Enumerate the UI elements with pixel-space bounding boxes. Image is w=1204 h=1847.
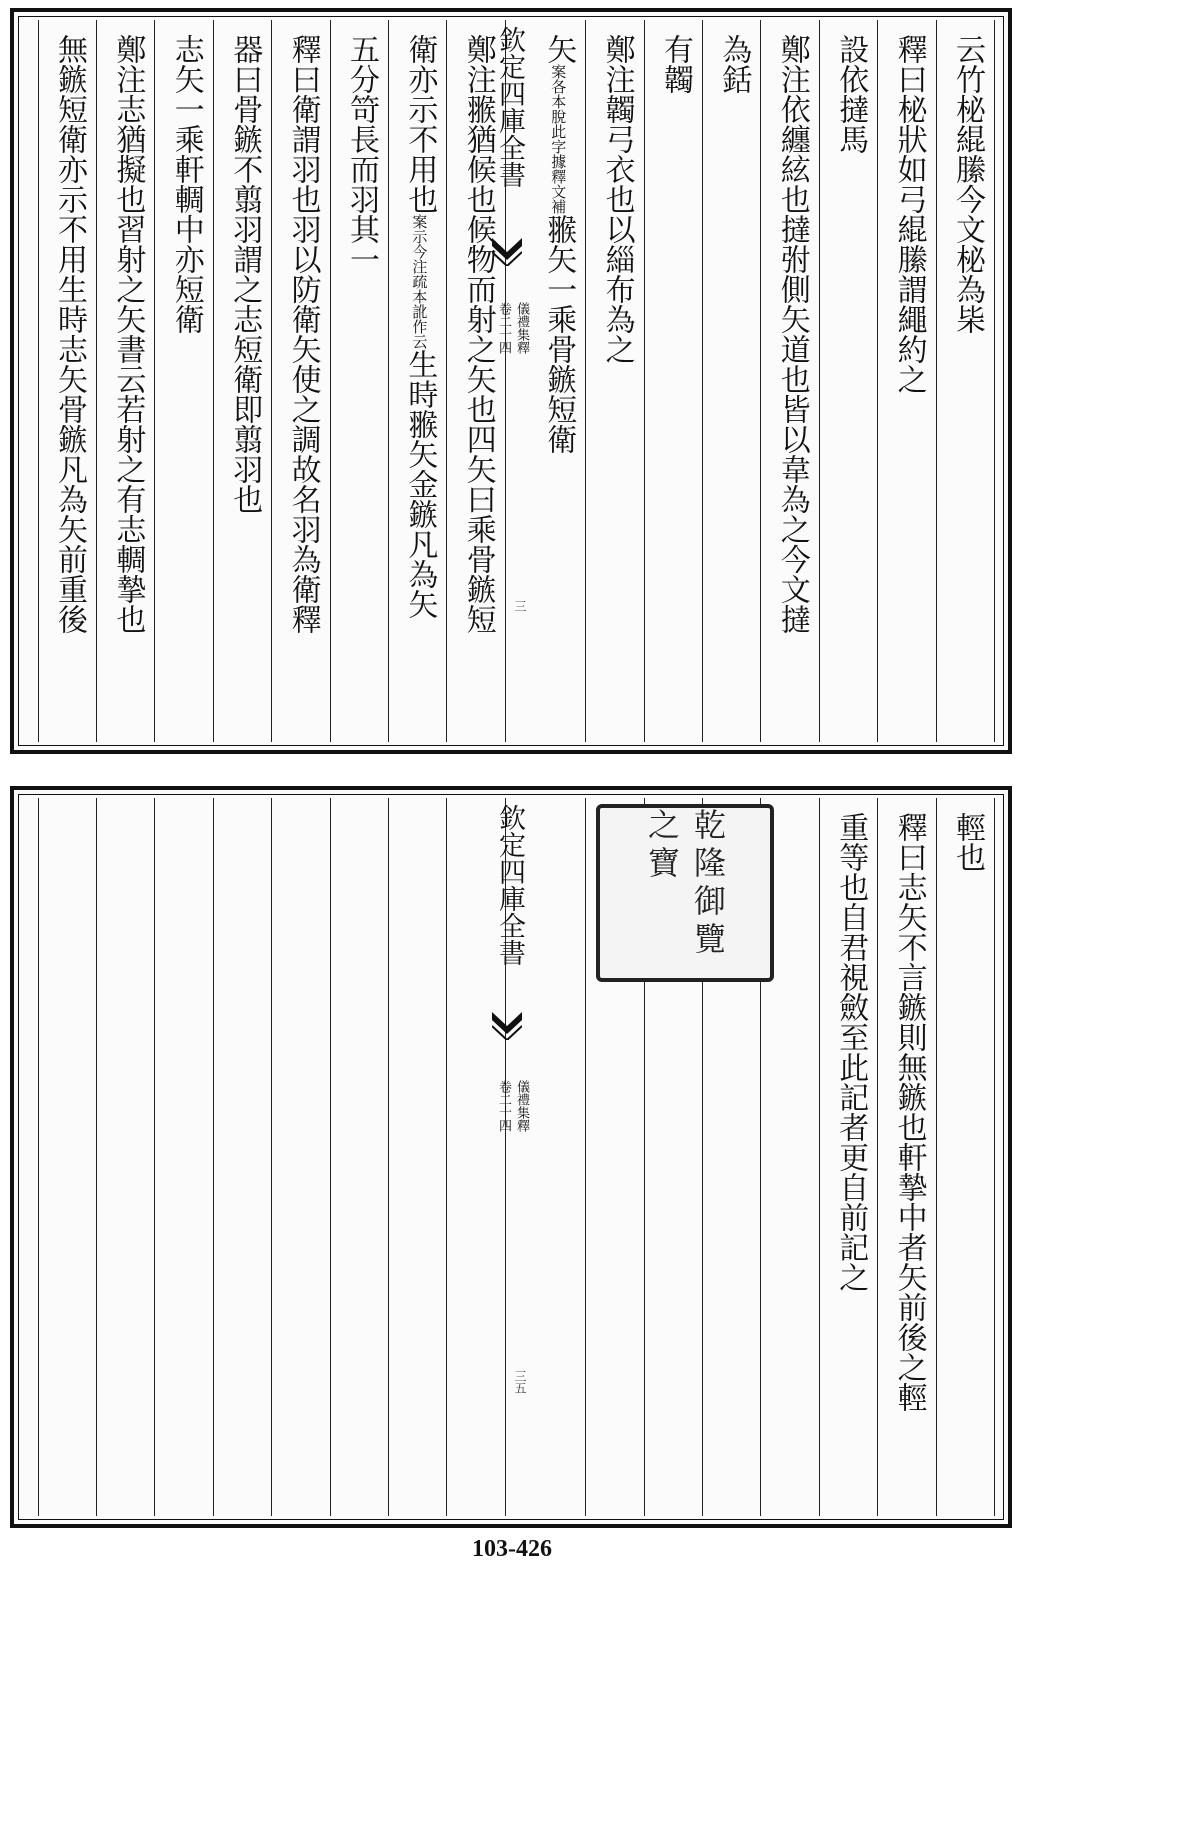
- imperial-seal-stamp: [596, 804, 774, 982]
- column-rule: [271, 798, 272, 1516]
- column-rule: [585, 798, 586, 1516]
- column-rule: [330, 20, 331, 742]
- column-rule: [446, 798, 447, 1516]
- column-rule: [819, 798, 820, 1516]
- text-column: [940, 812, 994, 1512]
- column-rule: [213, 20, 214, 742]
- bottom-folio-number: 三五: [513, 1370, 527, 1394]
- column-main-text: 為銛: [716, 34, 752, 94]
- column-main-text: 鄭注依纏絃也撻弣側矢道也皆以韋為之今文撻: [774, 34, 810, 634]
- column-rule: [644, 20, 645, 742]
- top-center-title: 欽定四庫全書: [494, 26, 525, 188]
- column-main-text: 鄭注韣弓衣也以緇布為之: [599, 34, 635, 364]
- column-rule: [388, 20, 389, 742]
- text-column: [823, 34, 877, 738]
- column-main-text: 矢: [541, 34, 577, 64]
- column-main-text: 云竹柲緄縢今文柲為枈: [950, 34, 985, 334]
- column-rule: [819, 20, 820, 742]
- column-rule: [154, 798, 155, 1516]
- column-rule: [877, 20, 878, 742]
- column-main-text: 鄭注翭猶候也候物而射之矢也四矢曰乘骨鏃短: [460, 34, 496, 634]
- text-column: [100, 34, 154, 738]
- column-rule: [154, 20, 155, 742]
- column-main-text: 設依撻馬: [833, 34, 869, 154]
- bottom-center-volume: [496, 1080, 510, 1514]
- column-rule: [330, 798, 331, 1516]
- bottom-center-title: 欽定四庫全書: [494, 804, 525, 966]
- bottom-center-book: [514, 1080, 528, 1514]
- column-main-text: 釋曰衛謂羽也羽以防衛矢使之調故名羽為衛釋: [285, 34, 321, 634]
- text-column: [217, 34, 271, 738]
- fish-tail-mark-icon: [492, 1012, 522, 1040]
- column-main-text: 輕也: [950, 812, 985, 872]
- column-annotation-note: 案示今注疏本訛作云: [410, 214, 429, 349]
- bottom-center-volume-label: 卷二十四: [496, 1080, 511, 1132]
- bottom-center-book-title: 儀禮集釋: [514, 1080, 529, 1132]
- top-folio-number: 三: [513, 600, 527, 612]
- column-main-text: 志矢一乘軒輖中亦短衛: [168, 34, 204, 334]
- column-rule: [213, 798, 214, 1516]
- column-main-text: 器曰骨鏃不翦羽謂之志短衛即翦羽也: [227, 34, 263, 514]
- column-rule: [96, 20, 97, 742]
- top-center-book-title: 儀禮集釋: [514, 302, 529, 354]
- column-main-text: 釋曰志矢不言鏃則無鏃也軒摯中者矢前後之輕: [891, 812, 927, 1412]
- column-rule: [271, 20, 272, 742]
- column-main-text: 衛亦示不用也: [402, 34, 438, 214]
- column-main-text: 鄭注志猶擬也習射之矢書云若射之有志輖摯也: [110, 34, 146, 634]
- column-rule: [585, 20, 586, 742]
- bottom-page: [10, 786, 1012, 1528]
- column-annotation-note: 案各本脫此字據釋文補: [549, 64, 568, 214]
- column-rule: [702, 20, 703, 742]
- text-column: [706, 34, 760, 738]
- column-rule: [936, 20, 937, 742]
- column-rule: [38, 20, 39, 742]
- text-column: [940, 34, 994, 738]
- column-rule: [38, 798, 39, 1516]
- text-column: [334, 34, 388, 738]
- top-center-volume-label: 卷二十四: [496, 302, 511, 354]
- column-rule: [760, 20, 761, 742]
- column-rule: [936, 798, 937, 1516]
- column-rule: [994, 798, 995, 1516]
- text-column: [648, 34, 702, 738]
- column-rule: [388, 798, 389, 1516]
- top-center-volume: [496, 302, 510, 740]
- column-main-text: 五分笴長而羽其一: [344, 34, 379, 274]
- column-rule: [446, 20, 447, 742]
- column-main-text: 釋曰柲狀如弓緄縢謂繩約之: [891, 34, 927, 394]
- text-column: [765, 34, 819, 738]
- column-continued-text: 翭矢一乘骨鏃短衛: [541, 214, 577, 454]
- column-rule: [96, 798, 97, 1516]
- text-column: [882, 812, 936, 1512]
- page-number: 103-426: [472, 1536, 552, 1562]
- fish-tail-mark-icon: [492, 238, 522, 266]
- column-main-text: 重等也自君視斂至此記者更自前記之: [833, 812, 869, 1292]
- column-rule: [994, 20, 995, 742]
- text-column: [590, 34, 644, 738]
- column-main-text: 有韣: [658, 34, 693, 94]
- seal-text: 乾隆御覽之寶: [643, 808, 727, 960]
- text-column: [42, 34, 96, 738]
- column-main-text: 無鏃短衛亦示不用生時志矢骨鏃凡為矢前重後: [52, 34, 87, 634]
- text-column: [392, 34, 446, 738]
- text-column: [882, 34, 936, 738]
- top-center-book: [514, 302, 528, 740]
- text-column: [159, 34, 213, 738]
- column-rule: [877, 798, 878, 1516]
- column-continued-text: 生時翭矢金鏃凡為矢: [402, 349, 438, 619]
- text-column: [823, 812, 877, 1512]
- text-column: [276, 34, 330, 738]
- top-page: [10, 8, 1012, 754]
- text-column: [531, 34, 585, 738]
